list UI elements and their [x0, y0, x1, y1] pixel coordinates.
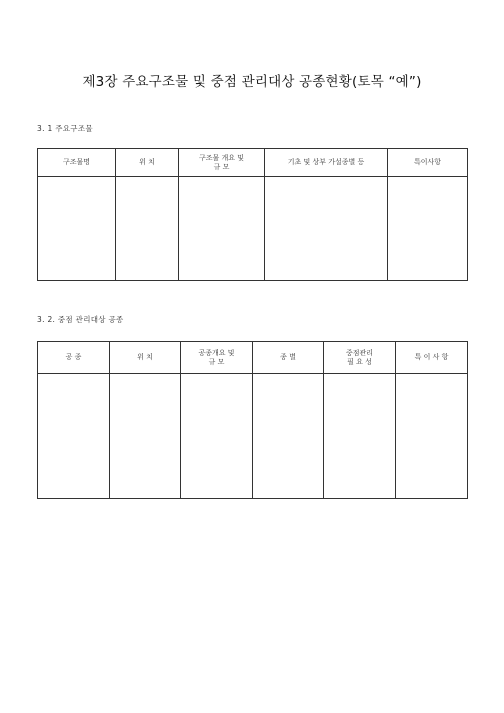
table-cell	[253, 374, 324, 499]
column-header-foundation-type: 기초 및 상부 가설종별 등	[265, 149, 388, 177]
table-cell	[388, 177, 468, 281]
column-header-management-necessity: 중점관리 필 요 성	[324, 342, 396, 374]
section-heading-key-management: 3. 2. 중점 관리대상 공종	[37, 315, 124, 324]
table-header-row	[38, 149, 468, 177]
table-header-row	[38, 342, 468, 374]
table-cell	[116, 177, 179, 281]
table-cell	[179, 177, 265, 281]
section-heading-main-structures: 3. 1 주요구조물	[37, 124, 93, 133]
table-cell	[396, 374, 468, 499]
table-cell	[265, 177, 388, 281]
table-cell	[38, 374, 110, 499]
table-row	[38, 177, 468, 281]
main-structures-table	[37, 148, 468, 281]
column-header-location: 위 치	[116, 149, 179, 177]
column-header-work-type: 공 종	[38, 342, 110, 374]
column-header-remarks: 특이사항	[388, 149, 468, 177]
table-cell	[110, 374, 181, 499]
table-cell	[324, 374, 396, 499]
table-cell	[181, 374, 253, 499]
column-header-location: 위 치	[110, 342, 181, 374]
page-title: 제3장 주요구조물 및 중점 관리대상 공종현황(토목 “예”)	[82, 74, 422, 90]
column-header-work-overview: 공종개요 및 규 모	[181, 342, 253, 374]
column-header-category: 종 별	[253, 342, 324, 374]
column-header-structure-name: 구조물명	[38, 149, 116, 177]
column-header-structure-overview: 구조물 개요 및 규 모	[179, 149, 265, 177]
table-cell	[38, 177, 116, 281]
column-header-remarks: 특 이 사 항	[396, 342, 468, 374]
table-row	[38, 374, 468, 499]
key-management-table	[37, 341, 468, 499]
